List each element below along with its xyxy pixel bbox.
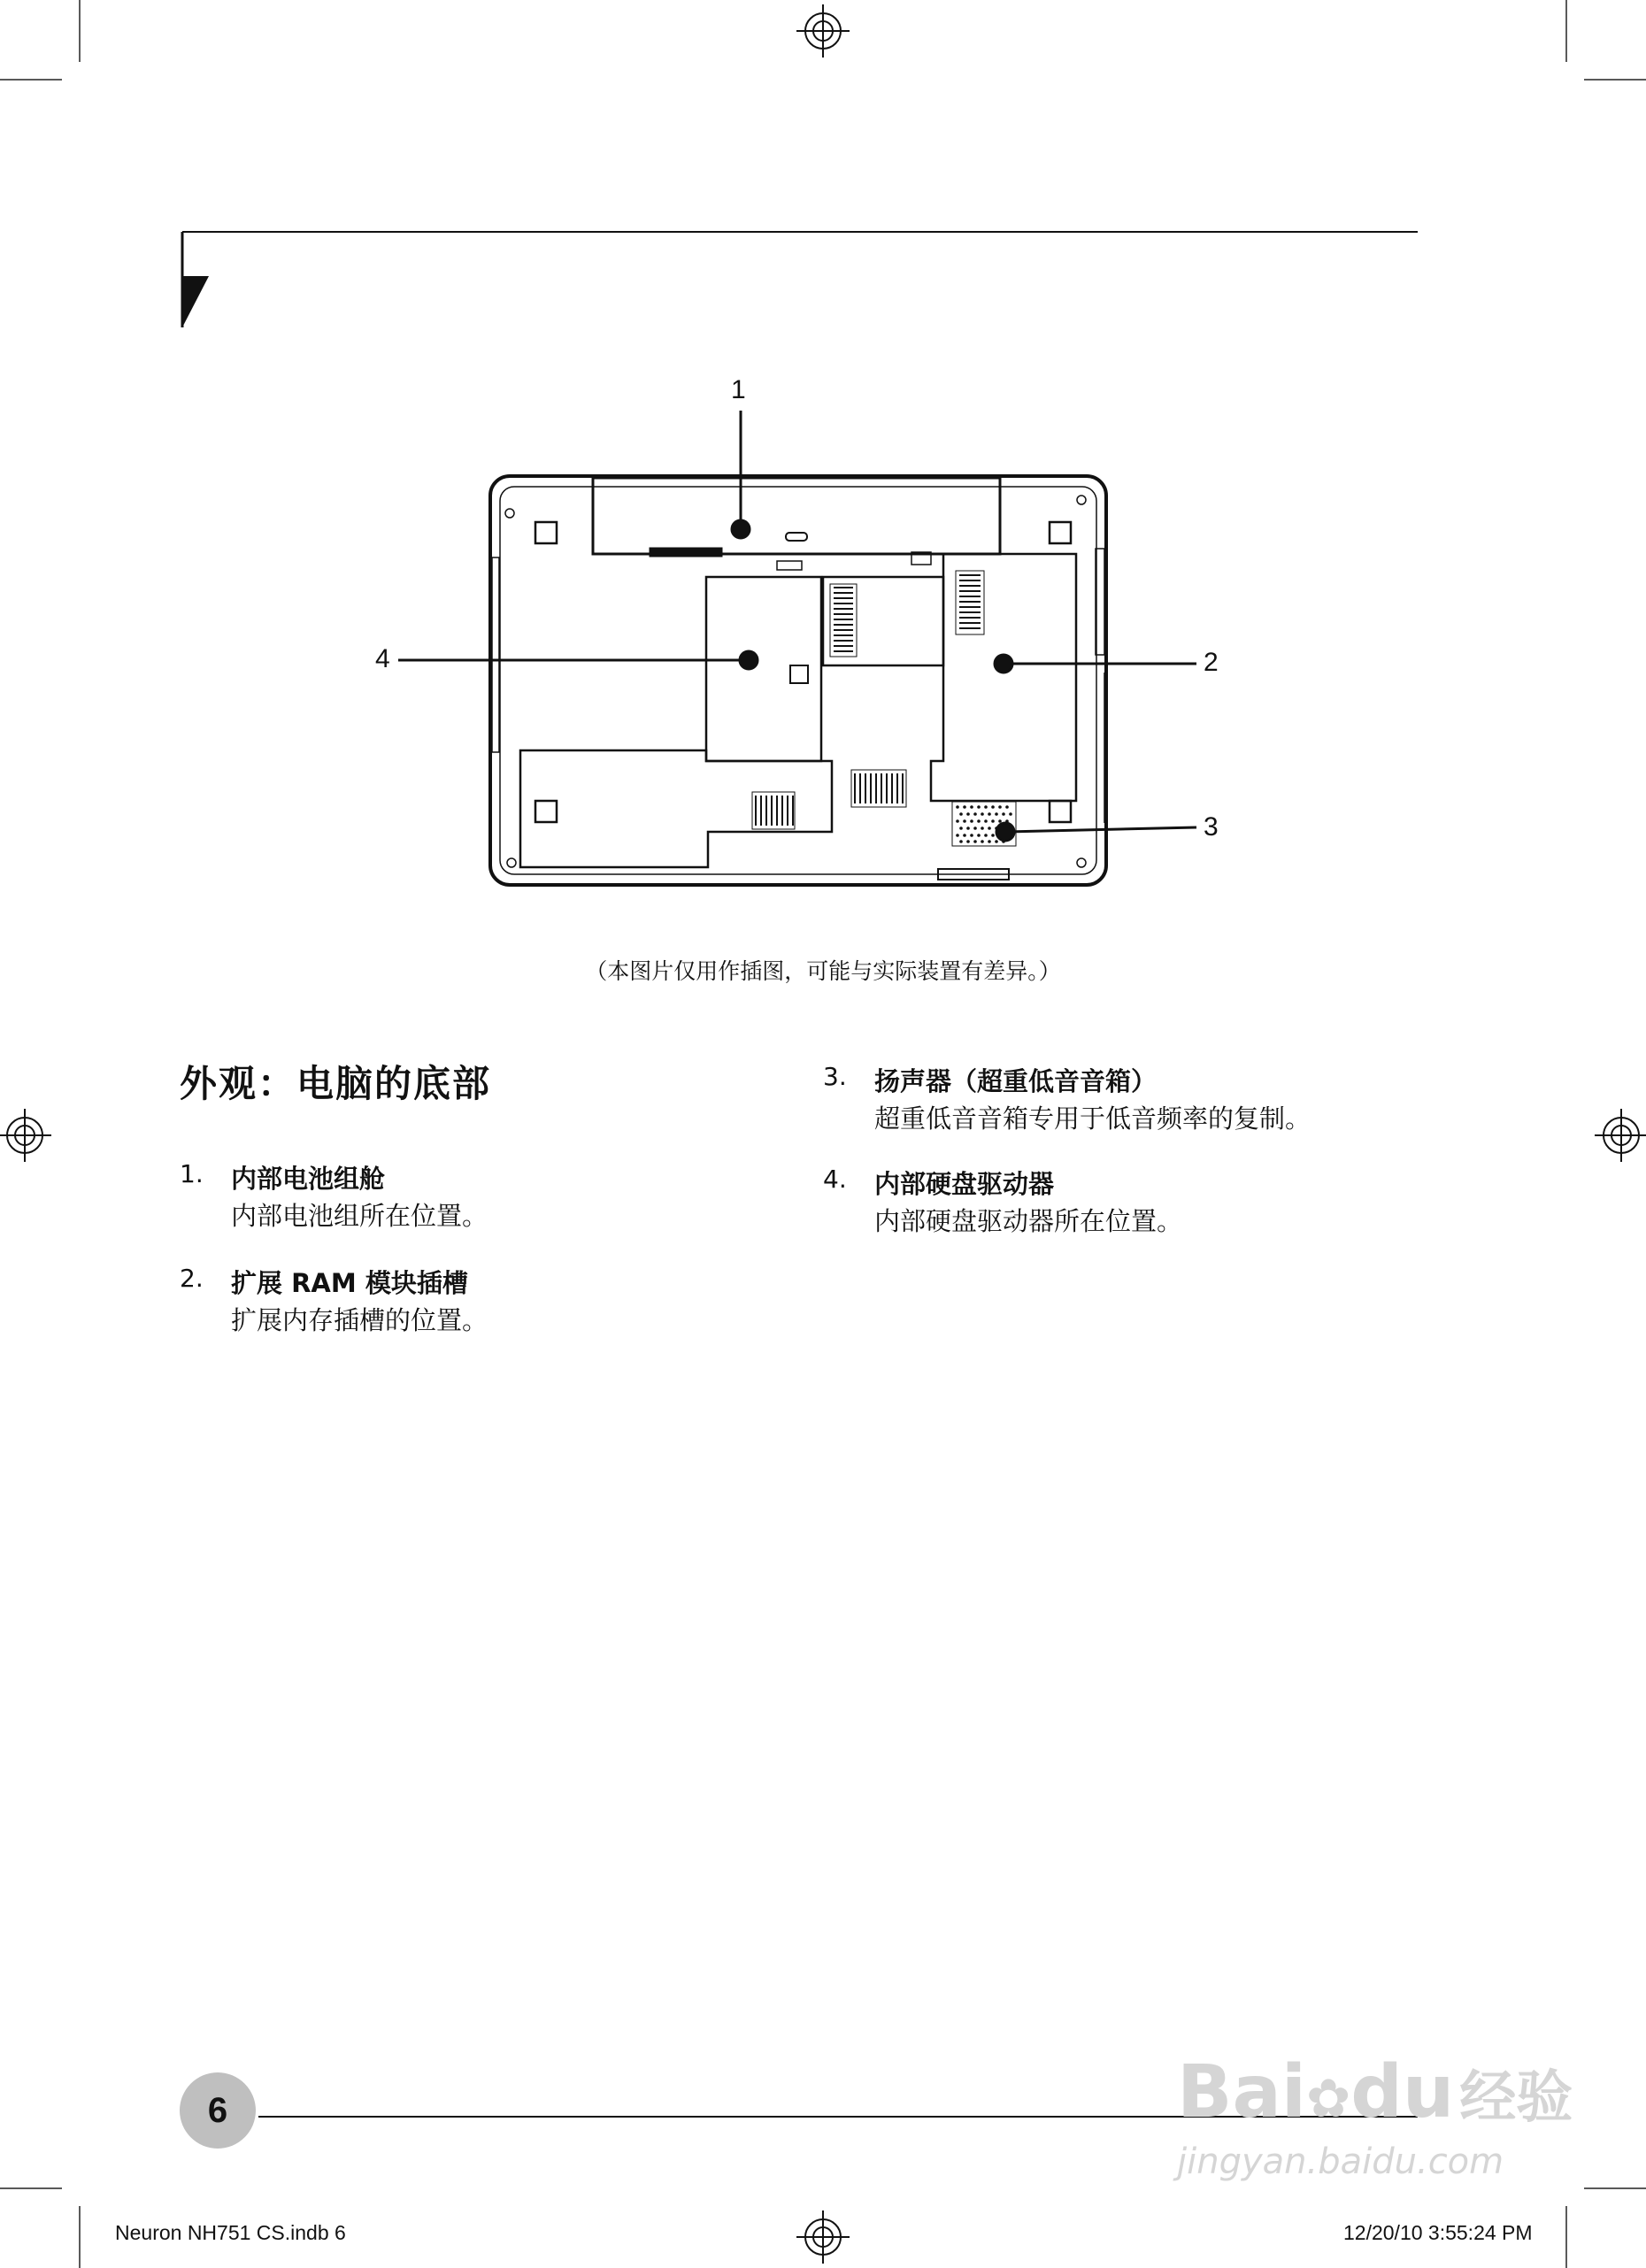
item-description: 内部硬盘驱动器所在位置。 (874, 1206, 1183, 1236)
callout-2: 2 (1204, 648, 1219, 677)
item-title: 内部电池组舱 (231, 1164, 386, 1194)
item-number: 4. (823, 1165, 847, 1194)
item-description: 扩展内存插槽的位置。 (231, 1305, 488, 1335)
leader-dot-4 (740, 651, 758, 669)
item-number: 2. (180, 1264, 204, 1293)
registration-mark-top (796, 4, 850, 58)
watermark-url: jingyan.baidu.com (1177, 2141, 1504, 2182)
footer-timestamp: 12/20/10 3:55:24 PM (1343, 2221, 1533, 2244)
vent-patterns (756, 575, 981, 826)
bottom-vent-b (855, 773, 903, 803)
item-number: 1. (180, 1159, 204, 1188)
list-item-2 (180, 1264, 711, 1343)
callout-1: 1 (731, 375, 746, 404)
leader-dot-1 (732, 520, 750, 538)
item-title: 扬声器（超重低音音箱） (874, 1066, 1158, 1096)
laptop-bottom-illustration (490, 476, 1106, 885)
registration-mark-right (1595, 1109, 1646, 1162)
list-item-3 (823, 1062, 1496, 1142)
watermark-brand-du: du (1350, 2050, 1455, 2134)
item-title: 内部硬盘驱动器 (874, 1169, 1055, 1199)
baidu-watermark-logo (1177, 2050, 1573, 2139)
callout-3: 3 (1204, 812, 1219, 842)
figure-caption: （本图片仅用作插图，可能与实际装置有差异。） (585, 958, 1061, 984)
paw-icon: ✿ (1305, 2068, 1351, 2130)
footer-file: Neuron NH751 CS.indb 6 (115, 2221, 346, 2244)
ram-vent (834, 588, 853, 651)
page-number: 6 (180, 2072, 256, 2149)
registration-mark-bottom (796, 2210, 850, 2264)
leader-3 (1005, 827, 1196, 832)
list-item-1 (180, 1159, 711, 1239)
leader-dot-3 (996, 823, 1014, 841)
registration-mark-left (0, 1109, 51, 1162)
header-rule (182, 232, 1418, 327)
leader-dot-2 (995, 655, 1012, 673)
list-item-4 (823, 1165, 1496, 1244)
watermark-cn: 经验 (1459, 2065, 1573, 2131)
watermark-brand: Bai (1177, 2050, 1306, 2134)
item-title: 扩展 RAM 模块插槽 (231, 1268, 468, 1298)
item-description: 内部电池组所在位置。 (231, 1201, 488, 1231)
callout-4: 4 (375, 644, 390, 673)
item-description: 超重低音音箱专用于低音频率的复制。 (874, 1103, 1311, 1134)
bottom-vent-a (756, 796, 793, 826)
right-vent (959, 575, 981, 628)
section-heading: 外观：电脑的底部 (180, 1062, 492, 1105)
item-number: 3. (823, 1062, 847, 1091)
